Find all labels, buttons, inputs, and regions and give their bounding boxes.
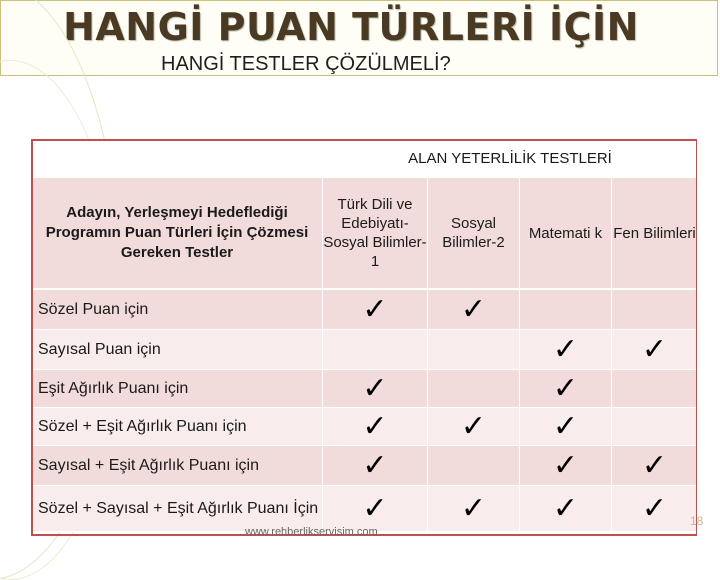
checkmark-icon: ✓ xyxy=(520,370,612,408)
checkmark-icon: ✓ xyxy=(612,446,698,486)
empty-cell xyxy=(428,330,520,370)
table-row xyxy=(32,446,698,486)
checkmark-icon: ✓ xyxy=(323,486,428,532)
table-row xyxy=(32,290,698,330)
checkmark-icon: ✓ xyxy=(323,290,428,330)
checkmark-icon: ✓ xyxy=(428,290,520,330)
row-label: Sözel + Eşit Ağırlık Puanı için xyxy=(32,408,323,446)
page-subtitle: HANGİ TESTLER ÇÖZÜLMELİ? xyxy=(161,53,451,75)
empty-cell xyxy=(612,290,698,330)
table-row xyxy=(32,330,698,370)
footer-website: www.rehberlikservisim.com xyxy=(245,526,378,538)
title-box xyxy=(0,0,718,76)
column-header: Matemati k xyxy=(520,178,612,289)
test-table-wrapper xyxy=(31,139,697,539)
empty-cell xyxy=(612,370,698,408)
checkmark-icon: ✓ xyxy=(428,408,520,446)
group-header: ALAN YETERLİLİK TESTLERİ xyxy=(323,140,698,178)
left-header: Adayın, Yerleşmeyi Hedeflediği Programın Puan Türleri İçin Çözmesi Gereken Testler xyxy=(32,178,323,289)
checkmark-icon: ✓ xyxy=(323,446,428,486)
empty-corner-cell xyxy=(32,140,323,178)
checkmark-icon: ✓ xyxy=(612,486,698,532)
row-label: Sözel Puan için xyxy=(32,290,323,330)
test-table-body xyxy=(31,289,698,532)
table-row xyxy=(32,408,698,446)
checkmark-icon: ✓ xyxy=(323,408,428,446)
test-table xyxy=(31,139,698,289)
page-number: 18 xyxy=(690,514,704,528)
checkmark-icon: ✓ xyxy=(428,486,520,532)
row-label: Sözel + Sayısal + Eşit Ağırlık Puanı İçin xyxy=(32,486,323,532)
row-label: Eşit Ağırlık Puanı için xyxy=(32,370,323,408)
checkmark-icon: ✓ xyxy=(323,370,428,408)
empty-cell xyxy=(428,370,520,408)
empty-cell xyxy=(428,446,520,486)
column-header: Fen Bilimleri xyxy=(612,178,698,289)
row-label: Sayısal Puan için xyxy=(32,330,323,370)
table-row xyxy=(32,370,698,408)
row-label: Sayısal + Eşit Ağırlık Puanı için xyxy=(32,446,323,486)
empty-cell xyxy=(612,408,698,446)
column-header: Türk Dili ve Edebiyatı- Sosyal Bilimler-1 xyxy=(323,178,428,289)
empty-cell xyxy=(520,290,612,330)
page-title: HANGİ PUAN TÜRLERİ İÇİN xyxy=(63,5,639,49)
checkmark-icon: ✓ xyxy=(520,330,612,370)
checkmark-icon: ✓ xyxy=(520,408,612,446)
checkmark-icon: ✓ xyxy=(612,330,698,370)
checkmark-icon: ✓ xyxy=(520,446,612,486)
empty-cell xyxy=(323,330,428,370)
checkmark-icon: ✓ xyxy=(520,486,612,532)
table-row xyxy=(32,486,698,532)
column-header: Sosyal Bilimler-2 xyxy=(428,178,520,289)
